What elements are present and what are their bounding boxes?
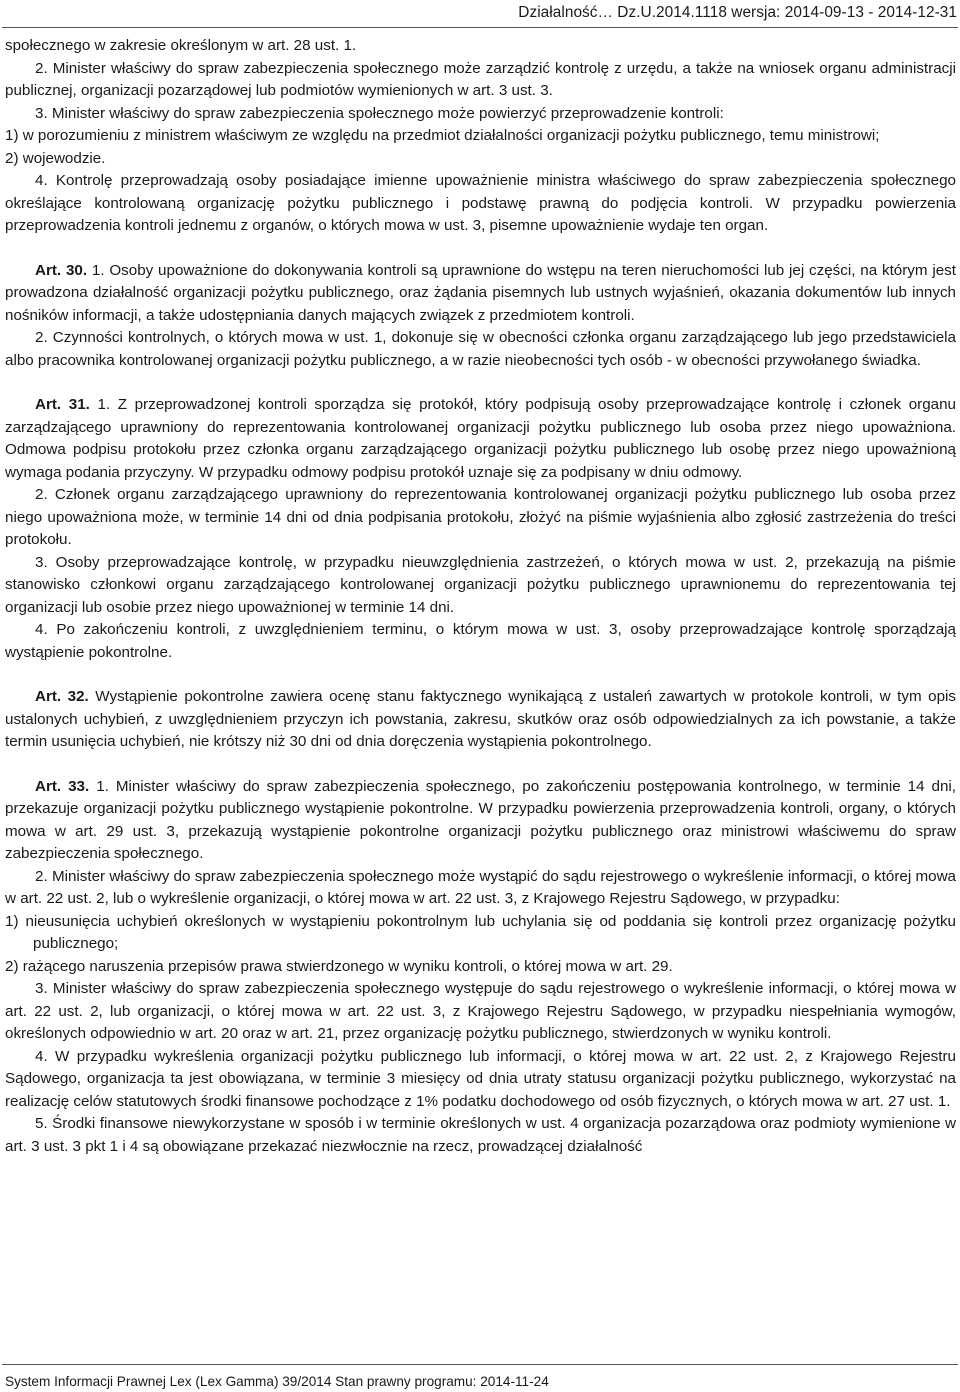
- document-body: [5, 35, 956, 1158]
- article-number: Art. 32.: [35, 688, 89, 705]
- art31-ust3: 3. Osoby przeprowadzające kontrolę, w przypadku nieuwzględnienia zastrzeżeń, o których mowa w ust. 2, przekazują na piśmie stanowisko członkowi organu zarządzającego kontrolowanej organizacji pożytku publicznego uprawnionemu do reprezentowania tej organizacji lub osobie przez niego upoważnionej w terminie 14 dni.: [5, 553, 956, 616]
- article-number: Art. 31.: [35, 396, 90, 413]
- art29-ust3: 3. Minister właściwy do spraw zabezpieczenia społecznego może powierzyć przeprowadzenie kontroli:: [35, 104, 724, 122]
- art29-ust2: 2. Minister właściwy do spraw zabezpieczenia społecznego może zarządzić kontrolę z urzędu, a także na wniosek organu administracji publicznej, organizacji pozarządowej lub podmiotów wymienionych w art. 3 ust. 3.: [5, 59, 956, 99]
- article-number: Art. 30.: [35, 261, 88, 279]
- list-item: 1) w porozumieniu z ministrem właściwym ze względu na przedmiot działalności organizacji pożytku publicznego, temu ministrowi;: [5, 127, 880, 144]
- footer-rule: [2, 1364, 958, 1365]
- art31-paragraph: Art. 31. 1. Z przeprowadzonej kontroli sporządza się protokół, który podpisują osoby przeprowadzające kontrolę i członek organu zarządzającego uprawniony do reprezentowania kontrolowanej organizacji pożytku publicznego lub osoba przez niego upoważniona. Odmowa podpisu protokołu przez członka organu zarządzającego organizacji pożytku publicznego lub osobę przez niego upoważnioną wymaga podania przyczyny. W przypadku odmowy podpisu protokół uznaje się za podpisany w dniu odmowy.: [5, 396, 956, 481]
- article-number: Art. 33.: [35, 777, 90, 795]
- art32-paragraph: Art. 32. Wystąpienie pokontrolne zawiera ocenę stanu faktycznego wynikającą z ustaleń zawartych w protokole kontroli, w tym opis ustalonych uchybień, z uwzględnieniem przyczyn ich powstania, zakresu, skutków oraz osób odpowiedzialnych za ich powstanie, a także termin usunięcia uchybień, nie krótszy niż 30 dni od dnia doręczenia wystąpienia pokontrolnego.: [5, 688, 956, 750]
- art33-ust2: 2. Minister właściwy do spraw zabezpieczenia społecznego może wystąpić do sądu rejestrowego o wykreślenie informacji, o której mowa w art. 22 ust. 2, lub o wykreślenie organizacji, o której mowa w art. 22 ust. 3, z Krajowego Rejestru Sądowego, w przypadku:: [5, 867, 956, 907]
- art29-ust4: 4. Kontrolę przeprowadzają osoby posiadające imienne upoważnienie ministra właściwego do spraw zabezpieczenia społecznego określające kontrolowaną organizację pożytku publicznego i podstawę prawną do podjęcia kontroli. W przypadku powierzenia przeprowadzenia kontroli jednemu z organów, o których mowa w ust. 3, pisemne upoważnienie wydaje ten organ.: [5, 172, 956, 234]
- page-footer: [0, 1364, 960, 1392]
- footer-text: System Informacji Prawnej Lex (Lex Gamma) 39/2014 Stan prawny programu: 2014-11-24: [5, 1374, 549, 1389]
- art33-paragraph: Art. 33. 1. Minister właściwy do spraw zabezpieczenia społecznego, po zakończeniu postępowania kontrolnego, w terminie 14 dni, przekazuje organizacji pożytku publicznego wystąpienie pokontrolne. W przypadku powierzenia przeprowadzenia kontroli, organy, o których mowa w art. 29 ust. 3, przekazują wystąpienie pokontrolne organizacji pożytku publicznego oraz ministrowi właściwemu do spraw zabezpieczenia społecznego.: [5, 777, 956, 862]
- art33-ust4: 4. W przypadku wykreślenia organizacji pożytku publicznego lub informacji, o której mowa w art. 22 ust. 2, z Krajowego Rejestru Sądowego, organizacja ta jest obowiązana, w terminie 3 miesięcy od dnia utraty statusu organizacji pożytku publicznego, wykorzystać na realizację celów statutowych środki finansowe pochodzące z 1% podatku dochodowego od osób fizycznych, o których mowa w art. 27 ust. 1.: [5, 1047, 956, 1110]
- list-item: 1) nieusunięcia uchybień określonych w wystąpieniu pokontrolnym lub uchylania się od poddania się kontroli przez organizację pożytku publicznego;: [5, 912, 956, 952]
- list-item: 2) rażącego naruszenia przepisów prawa stwierdzonego w wyniku kontroli, o której mowa w art. 29.: [5, 957, 673, 975]
- art33-ust5: 5. Środki finansowe niewykorzystane w sposób i w terminie określonych w ust. 4 organizacja pozarządowa oraz podmioty wymienione w art. 3 ust. 3 pkt 1 i 4 są obowiązane przekazać niezwłocznie na rzecz, prowadzącej działalność: [5, 1115, 956, 1155]
- header-rule: [2, 27, 958, 28]
- art31-ust2: 2. Członek organu zarządzającego uprawniony do reprezentowania kontrolowanej organizacji pożytku publicznego lub osoba przez niego upoważniona może, w terminie 14 dni od dnia podpisania protokołu, złożyć na piśmie wyjaśnienia albo zgłosić zastrzeżenia do treści protokołu.: [5, 486, 956, 548]
- art30-ust2: 2. Czynności kontrolnych, o których mowa w ust. 1, dokonuje się w obecności członka organu zarządzającego lub jego przedstawiciela albo pracownika kontrolowanej organizacji pożytku publicznego, a w razie nieobecności tych osób - w obecności przywołanego świadka.: [5, 329, 956, 369]
- art33-ust3: 3. Minister właściwy do spraw zabezpieczenia społecznego występuje do sądu rejestrowego o wykreślenie informacji, o której mowa w art. 22 ust. 2, lub organizacji, o której mowa w art. 22 ust. 3, z Krajowego Rejestru Sądowego, w przypadku niespełniania wymogów, określonych odpowiednio w art. 20 oraz w art. 21, przez organizację pożytku publicznego, stwierdzonych w wyniku kontroli.: [5, 980, 956, 1042]
- art30-paragraph: Art. 30. 1. Osoby upoważnione do dokonywania kontroli są uprawnione do wstępu na teren nieruchomości lub jej części, na którym jest prowadzona działalność organizacji pożytku publicznego, oraz żądania pisemnych lub ustnych wyjaśnień, okazania dokumentów lub innych nośników informacji, a także udostępniania danych mających związek z przedmiotem kontroli.: [5, 261, 956, 324]
- page-header: [0, 0, 960, 30]
- art31-ust4: 4. Po zakończeniu kontroli, z uwzględnieniem terminu, o którym mowa w ust. 3, osoby przeprowadzające kontrolę sporządzają wystąpienie pokontrolne.: [5, 621, 956, 661]
- list-item: 2) wojewodzie.: [5, 149, 106, 167]
- running-title: Działalność… Dz.U.2014.1118 wersja: 2014-09-13 - 2014-12-31: [518, 4, 957, 21]
- paragraph-continuation: społecznego w zakresie określonym w art. 28 ust. 1.: [5, 37, 357, 54]
